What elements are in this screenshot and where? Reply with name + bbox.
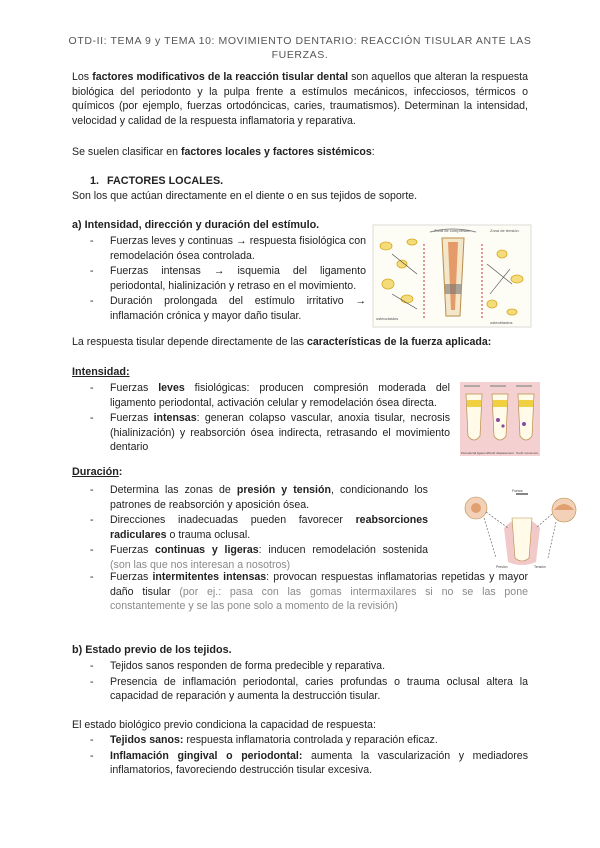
biological-process-figure [372, 224, 532, 328]
intensidad-list [90, 381, 450, 455]
item-text: Direcciones inadecuadas pueden favorecer [110, 514, 356, 526]
item-text: : generan colapso vascular, anoxia tisular, necrosis (hialinización) y reabsorción ósea indirecta, retrasando el movimiento dentario [110, 412, 450, 453]
item-text: , condicionando los patrones de reabsorción y aposición ósea. [110, 484, 428, 511]
classify-bold: factores locales y factores sistémicos [180, 146, 372, 158]
fig1-label: osteoclastos [376, 316, 399, 321]
list-item [90, 570, 528, 614]
section-desc: Son los que actúan directamente en el diente o en sus tejidos de soporte. [72, 190, 418, 202]
classify-sentence [72, 145, 528, 160]
section-title: FACTORES LOCALES. [107, 175, 224, 187]
header-line-1: OTD-II: TEMA 9 y TEMA 10: MOVIMIENTO DENTARIO: REACCIÓN TISULAR ANTE LAS [68, 35, 532, 47]
item-note: (por ej.: pasa con las gomas intermaxilares si no se las pone constantemente y se las pone solo a momento de la revisión) [110, 585, 528, 612]
duracion-heading-text: Duración [72, 466, 119, 478]
list-item: - Tejidos sanos responden de forma predecible y reparativa. [90, 659, 528, 674]
list-item [90, 483, 428, 512]
pressure-tension-figure [456, 488, 586, 570]
intro-post: son aquellos que alteran la respuesta biológica del periodonto y la pulpa frente a estímulos mecánicos, infecciosos, térmicos o químicos (por ejemplo, fuerzas ortodóncicas, caries, traumatismos). Determinan la intensidad, velocidad y calidad de la respuesta inflamatoria y reparativa. [72, 71, 528, 127]
duracion-list-b [90, 570, 528, 614]
force-sentence-bold: características de la fuerza aplicada: [306, 336, 492, 348]
item-text: aumenta la vascularización y mediadores inflamatorios, favoreciendo destrucción tisular excesiva. [110, 749, 528, 776]
list-item [90, 749, 528, 778]
bio-intro: El estado biológico previo condiciona la capacidad de respuesta: [72, 719, 376, 731]
figure-drawing [460, 376, 540, 456]
sub-a-list [90, 234, 366, 323]
item-text: Fuerzas [110, 544, 156, 556]
list-item [90, 381, 450, 410]
fig1-label: Zona de tensión [490, 228, 519, 233]
sub-b-list [90, 659, 528, 704]
fig3-label: Fuerza [512, 489, 523, 493]
list-item [90, 411, 450, 455]
item-bold: intermitentes intensas [152, 571, 267, 583]
item-bold: continuas y ligeras [155, 544, 259, 556]
list-item: - Fuerzas intensas → isquemia del ligamento periodontal, hialinización y retraso en el movimiento. [90, 264, 366, 293]
item-text: respuesta inflamatoria controlada y reparación eficaz. [183, 734, 438, 746]
item-text: Fuerzas [110, 571, 153, 583]
list-item [90, 513, 428, 542]
item-text: fisiológicas: producen compresión moderada del ligamento periodontal, activación celular y remodelación ósea directa. [110, 382, 450, 409]
classify-post: : [371, 146, 375, 158]
item-bold: Tejidos sanos: [110, 734, 184, 746]
item-bold: intensas [153, 412, 197, 424]
fig3-label: Tensión [534, 565, 546, 569]
list-item: - Fuerzas leves y continuas → respuesta fisiológica con remodelación ósea controlada. [90, 234, 366, 263]
intensidad-heading: Intensidad: [72, 366, 130, 378]
item-text: : inducen remodelación sostenida [258, 544, 428, 556]
list-item: - Duración prolongada del estímulo irritativo → inflamación crónica y mayor daño tisular. [90, 294, 366, 323]
item-bold: reabsorciones radiculares [110, 514, 428, 541]
duracion-heading [72, 466, 122, 478]
intro-pre: Los [72, 71, 93, 83]
fig1-label: osteoblastos [490, 320, 513, 325]
header-line-2: FUERZAS. [271, 49, 329, 61]
list-item [90, 543, 428, 572]
section-number: 1. [90, 175, 100, 187]
classify-pre: Se suelen clasificar en [72, 146, 181, 158]
item-bold: Inflamación gingival o periodontal: [110, 749, 303, 762]
item-text: : provocan respuestas inflamatorias repetidas y mayor daño tisular [110, 571, 529, 598]
fig1-label: Zona de compresión [434, 228, 471, 233]
sub-b-title: b) Estado previo de los tejidos. [72, 644, 232, 656]
item-text: Fuerzas [110, 412, 154, 424]
sub-a-title: a) Intensidad, dirección y duración del estímulo. [72, 219, 320, 231]
fig2-label: Tooth movement [516, 451, 539, 455]
intro-paragraph [72, 70, 528, 128]
figure-drawing [372, 224, 532, 328]
item-text: o trauma oclusal. [166, 528, 251, 541]
bio-list [90, 733, 528, 778]
duracion-heading-colon: : [118, 466, 123, 478]
fig2-label: Periodontal ligament [461, 451, 489, 455]
item-bold: presión y tensión [236, 484, 331, 496]
item-text: Determina las zonas de [110, 484, 237, 496]
list-item [90, 733, 528, 748]
force-sentence-pre: La respuesta tisular depende directamente de las [72, 336, 307, 348]
fig3-label: Presión [496, 565, 508, 569]
tooth-displacement-figure [460, 376, 540, 456]
intro-bold: factores modificativos de la reacción tisular dental [92, 71, 349, 83]
item-text: Fuerzas [110, 382, 159, 394]
figure-drawing [456, 488, 586, 570]
item-note: (son las que nos interesan a nosotros) [110, 558, 291, 571]
list-item: - Presencia de inflamación periodontal, caries profundas o trauma oclusal altera la capacidad de reparación y aumenta la destrucción tisular. [90, 675, 528, 704]
page-header [60, 34, 540, 62]
item-bold: leves [158, 382, 185, 394]
force-sentence [72, 335, 528, 350]
duracion-list-a [90, 483, 428, 572]
fig2-label: Tooth displacement [488, 451, 514, 455]
